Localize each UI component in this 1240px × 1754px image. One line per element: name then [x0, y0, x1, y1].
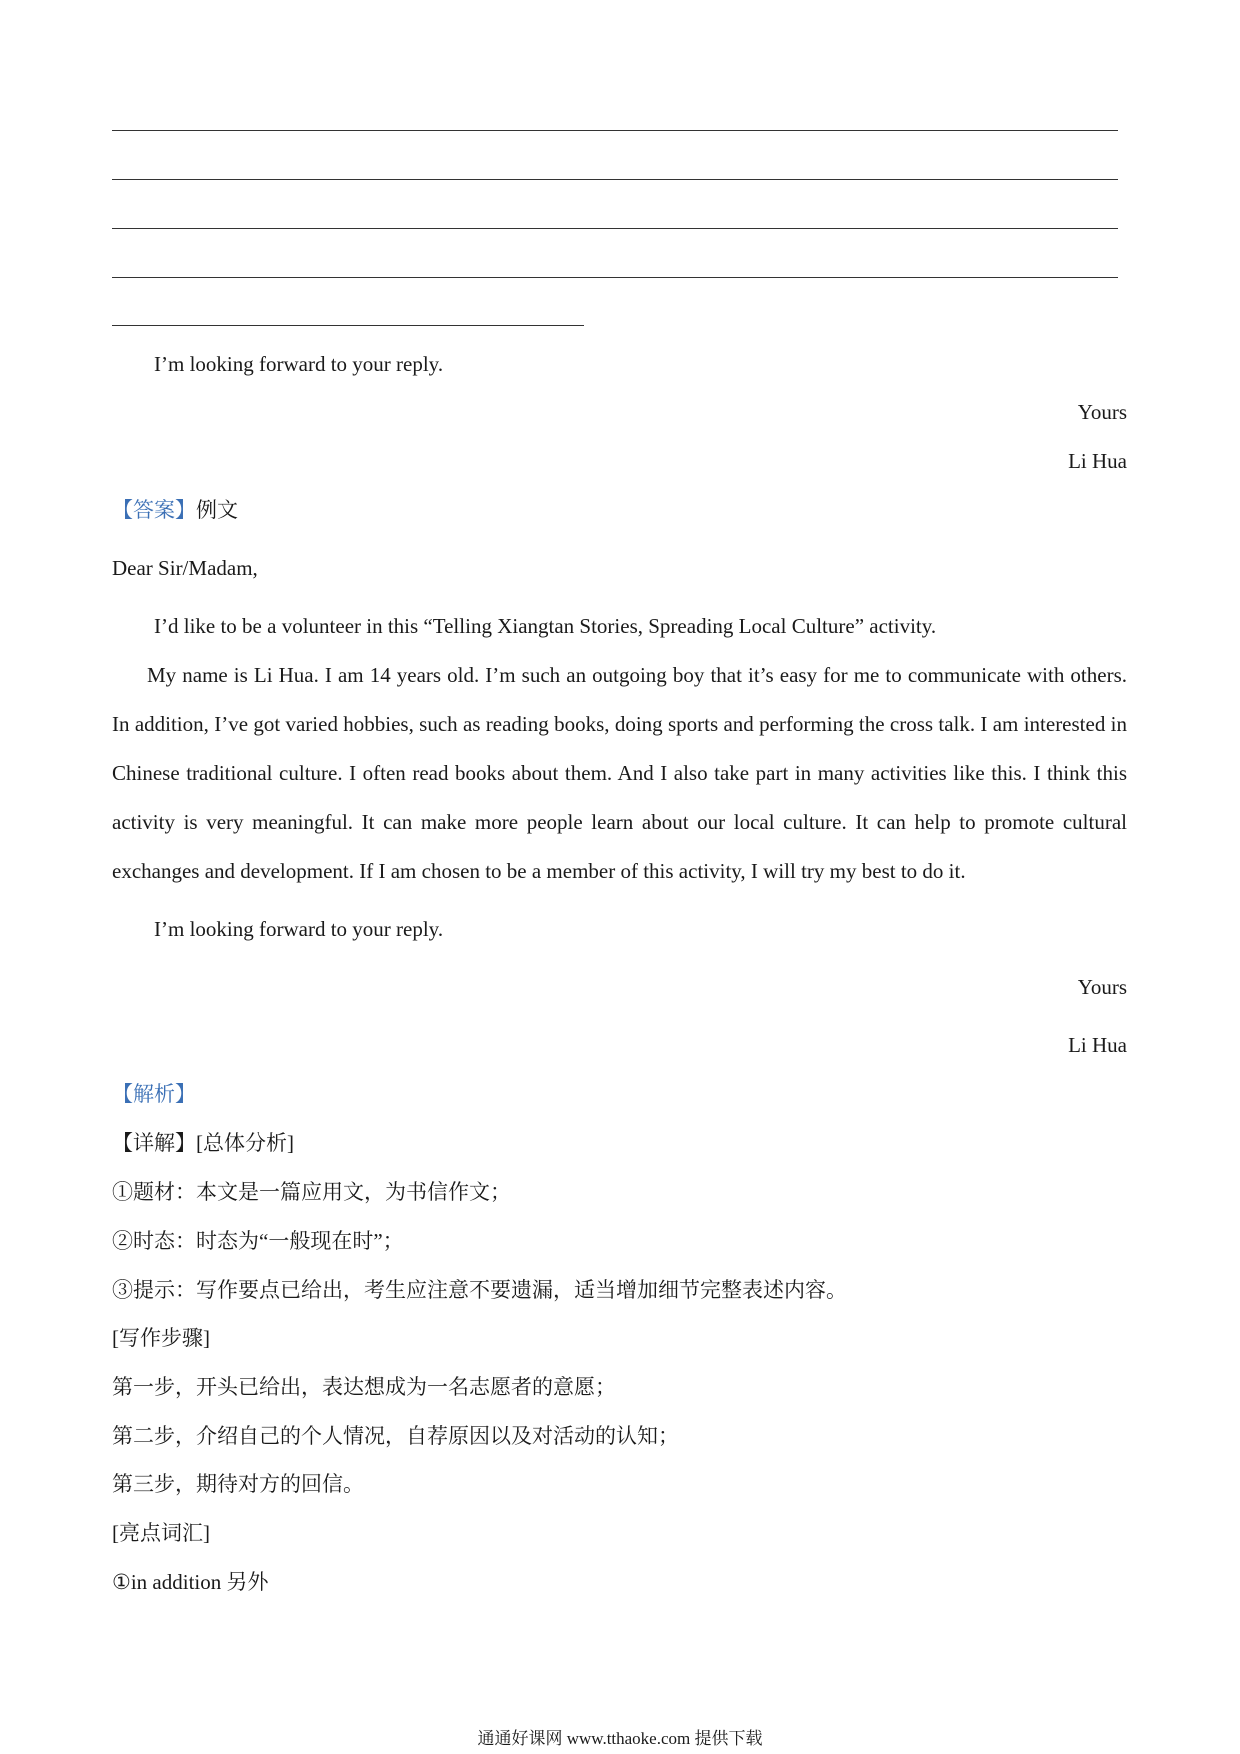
analysis-detail-heading [112, 1129, 294, 1157]
answer-label: 【答案】 [112, 498, 196, 522]
page-footer: 通通好课网 www.tthaoke.com 提供下载 [477, 1729, 763, 1748]
answer-name: Li Hua [1068, 1033, 1127, 1057]
analysis-item: ③提示：写作要点已给出，考生应注意不要遗漏，适当增加细节完整表述内容。 [112, 1278, 847, 1302]
vocab-item: ①in addition 另外 [112, 1570, 269, 1594]
answer-paragraph-1: I’d like to be a volunteer in this “Telling Xiangtan Stories, Spreading Local Culture” activity. [154, 614, 937, 638]
writing-line [112, 130, 1118, 131]
step-item: 第三步，期待对方的回信。 [112, 1472, 364, 1496]
vocab-title: [亮点词汇] [112, 1521, 210, 1545]
steps-title: [写作步骤] [112, 1326, 210, 1350]
answer-closing: I’m looking forward to your reply. [154, 917, 444, 941]
letter-signoff: Yours [1077, 400, 1127, 424]
analysis-item: ①题材：本文是一篇应用文，为书信作文； [112, 1180, 511, 1204]
analysis-item: ②时态：时态为“一般现在时”； [112, 1229, 404, 1253]
answer-paragraph-2: My name is Li Hua. I am 14 years old. I’m such an outgoing boy that it’s easy for me to communicate with others. In addition, I’ve got varied hobbies, such as reading books, doing sports and performing the cross talk. I am interested in Chinese traditional culture. I often read books about them. And I also take part in many activities like this. I think this activity is very meaningful. It can make more people learn about our local culture. It can help to promote cultural exchanges and development. If I am chosen to be a member of this activity, I will try my best to do it. [112, 663, 1127, 883]
letter-name: Li Hua [1068, 449, 1127, 473]
answer-salutation: Dear Sir/Madam, [112, 556, 258, 580]
step-item: 第一步，开头已给出，表达想成为一名志愿者的意愿； [112, 1375, 616, 1399]
writing-line-short [112, 325, 584, 326]
writing-line [112, 228, 1118, 229]
step-item: 第二步，介绍自己的个人情况，自荐原因以及对活动的认知； [112, 1424, 679, 1448]
answer-signoff: Yours [1077, 975, 1127, 999]
writing-line [112, 277, 1118, 278]
answer-label-suffix: 例文 [196, 498, 238, 522]
detail-label: 【详解】 [112, 1131, 196, 1155]
detail-title: [总体分析] [196, 1131, 294, 1155]
answer-heading [112, 496, 238, 524]
analysis-label: 【解析】 [112, 1082, 196, 1106]
letter-closing: I’m looking forward to your reply. [154, 352, 444, 376]
writing-line [112, 179, 1118, 180]
